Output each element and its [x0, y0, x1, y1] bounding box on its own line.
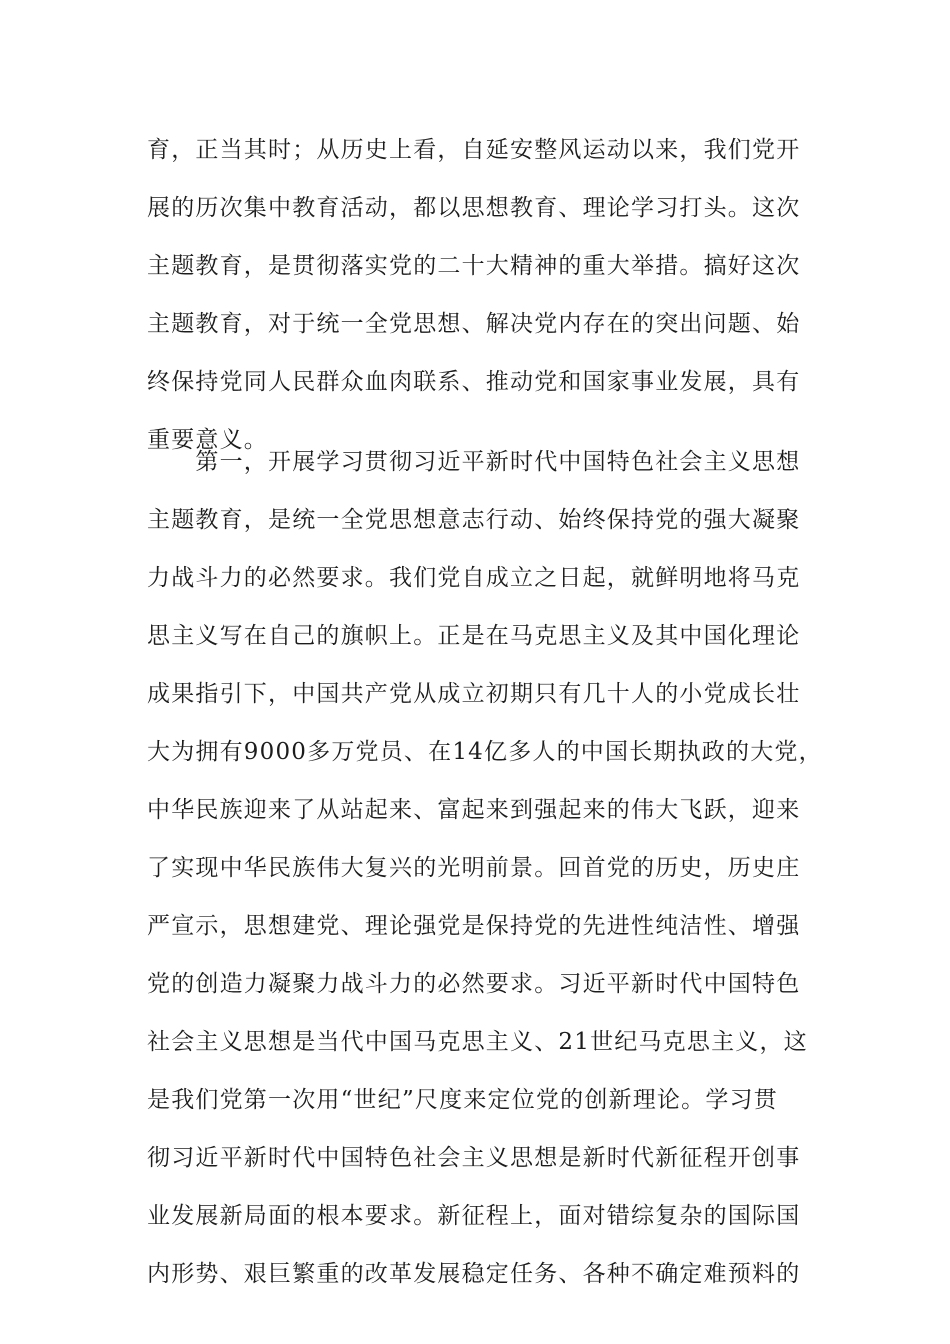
paragraph-line: 展的历次集中教育活动，都以思想教育、理论学习打头。这次 [147, 195, 801, 221]
paragraph-line: 大为拥有9000多万党员、在14亿多人的中国长期执政的大党， [147, 739, 823, 765]
paragraph-line: 力战斗力的必然要求。我们党自成立之日起，就鲜明地将马克 [147, 565, 801, 591]
paragraph-line: 中华民族迎来了从站起来、富起来到强起来的伟大飞跃，迎来 [147, 797, 801, 823]
paragraph-line: 主题教育，是贯彻落实党的二十大精神的重大举措。搞好这次 [147, 253, 801, 279]
paragraph-line: 党的创造力凝聚力战斗力的必然要求。习近平新时代中国特色 [147, 971, 801, 997]
paragraph-1 [147, 121, 807, 469]
paragraph-line: 育，正当其时；从历史上看，自延安整风运动以来，我们党开 [147, 137, 801, 163]
paragraph-line: 重要意义。 [147, 427, 268, 453]
paragraph-line: 业发展新局面的根本要求。新征程上，面对错综复杂的国际国 [147, 1203, 801, 1229]
paragraph-line: 主题教育，是统一全党思想意志行动、始终保持党的强大凝聚 [147, 507, 801, 533]
paragraph-line: 内形势、艰巨繁重的改革发展稳定任务、各种不确定难预料的 [147, 1261, 801, 1287]
paragraph-line: 第一，开展学习贯彻习近平新时代中国特色社会主义思想 [147, 449, 801, 475]
paragraph-line: 成果指引下，中国共产党从成立初期只有几十人的小党成长壮 [147, 681, 801, 707]
paragraph-line: 是我们党第一次用“世纪”尺度来定位党的创新理论。学习贯 [147, 1087, 778, 1113]
paragraph-line: 主题教育，对于统一全党思想、解决党内存在的突出问题、始 [147, 311, 801, 337]
paragraph-line: 了实现中华民族伟大复兴的光明前景。回首党的历史，历史庄 [147, 855, 801, 881]
paragraph-line: 社会主义思想是当代中国马克思主义、21世纪马克思主义，这 [147, 1029, 808, 1055]
paragraph-line: 终保持党同人民群众血肉联系、推动党和国家事业发展，具有 [147, 369, 801, 395]
paragraph-line: 严宣示，思想建党、理论强党是保持党的先进性纯洁性、增强 [147, 913, 801, 939]
paragraph-2 [147, 433, 823, 1303]
paragraph-line: 思主义写在自己的旗帜上。正是在马克思主义及其中国化理论 [147, 623, 801, 649]
paragraph-line: 彻习近平新时代中国特色社会主义思想是新时代新征程开创事 [147, 1145, 801, 1171]
